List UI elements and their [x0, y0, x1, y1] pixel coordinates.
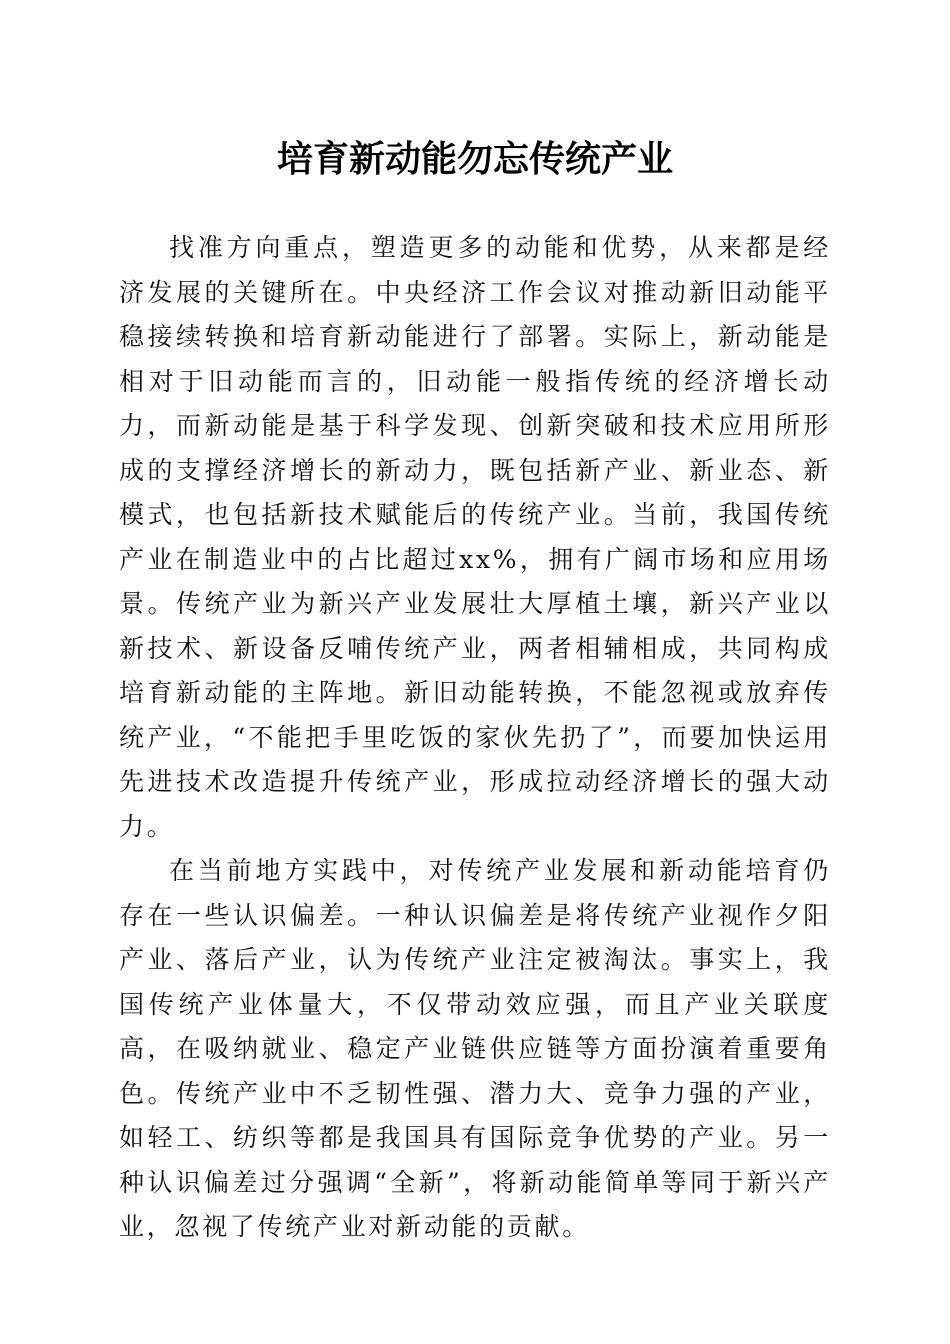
document-title: 培育新动能勿忘传统产业 [276, 138, 673, 180]
paragraph-2: 在当前地方实践中，对传统产业发展和新动能培育仍存在一些认识偏差。一种认识偏差是将传统产业视作夕阳产业、落后产业，认为传统产业注定被淘汰。事实上，我国传统产业体量大，不仅带动效应强，而且产业关联度高，在吸纳就业、稳定产业链供应链等方面扮演着重要角色。传统产业中不乏韧性强、潜力大、竞争力强的产业，如轻工、纺织等都是我国具有国际竞争优势的产业。另一种认识偏差过分强调“全新”，将新动能简单等同于新兴产业，忽视了传统产业对新动能的贡献。 [119, 856, 831, 1241]
document-body [119, 226, 831, 1250]
paragraph-1: 找准方向重点，塑造更多的动能和优势，从来都是经济发展的关键所在。中央经济工作会议对推动新旧动能平稳接续转换和培育新动能进行了部署。实际上，新动能是相对于旧动能而言的，旧动能一般指传统的经济增长动力，而新动能是基于科学发现、创新突破和技术应用所形成的支撑经济增长的新动力，既包括新产业、新业态、新模式，也包括新技术赋能后的传统产业。当前，我国传统产业在制造业中的占比超过xx%，拥有广阔市场和应用场景。传统产业为新兴产业发展壮大厚植土壤，新兴产业以新技术、新设备反哺传统产业，两者相辅相成，共同构成培育新动能的主阵地。新旧动能转换，不能忽视或放弃传统产业，“不能把手里吃饭的家伙先扔了”，而要加快运用先进技术改造提升传统产业，形成拉动经济增长的强大动力。 [119, 233, 831, 841]
